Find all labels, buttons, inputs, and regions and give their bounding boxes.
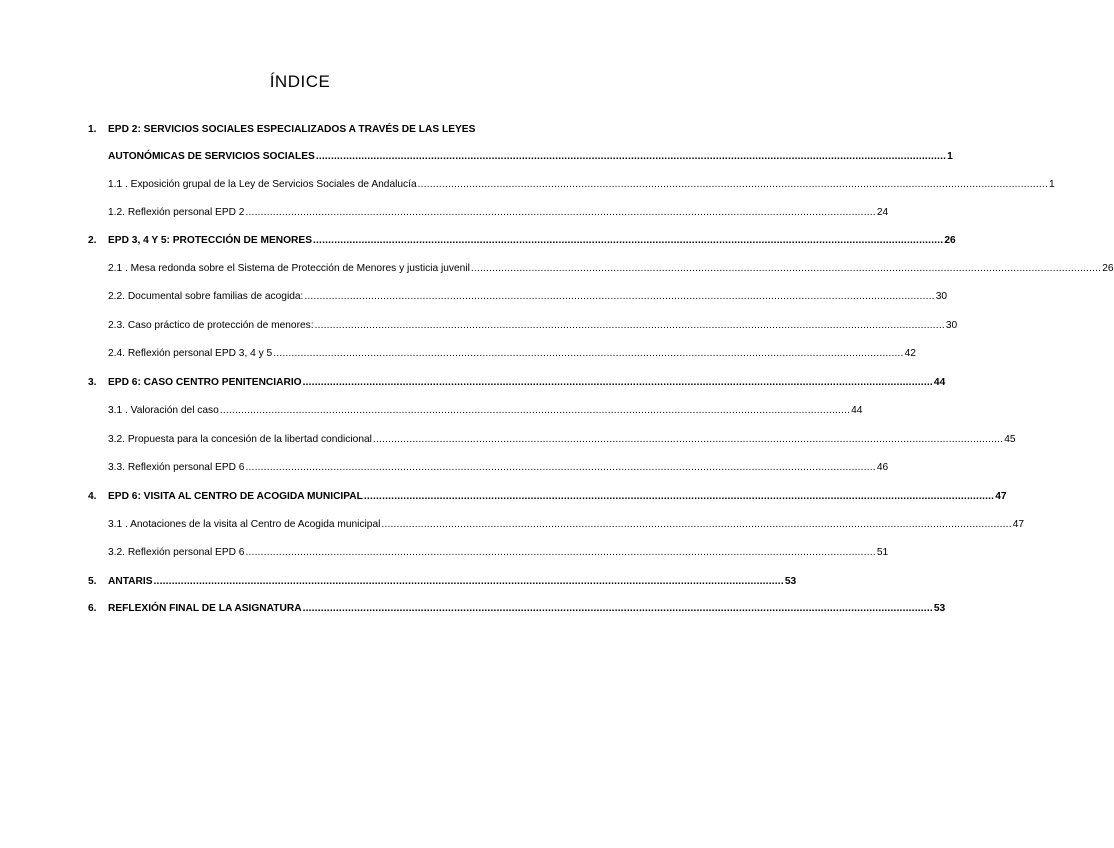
toc-entry-3[interactable] [88, 377, 946, 388]
dot-leader [273, 348, 903, 359]
toc-number: 2. [88, 235, 97, 246]
toc-subentry[interactable] [108, 434, 1016, 445]
toc-subentry[interactable] [108, 348, 916, 359]
toc-page-number: 42 [904, 348, 916, 359]
toc-entry-5[interactable] [88, 576, 797, 587]
dot-leader [381, 519, 1011, 530]
toc-title: 3.1 . Anotaciones de la visita al Centro de Acogida municipal [108, 519, 381, 530]
toc-title: 3.2. Reflexión personal EPD 6 [108, 547, 245, 558]
toc-page-number: 26 [944, 235, 956, 246]
toc-page-number: 53 [784, 576, 797, 587]
toc-number: 1. [88, 124, 97, 135]
toc-title: 3.2. Propuesta para la concesión de la libertad condicional [108, 434, 372, 445]
dot-leader [245, 462, 875, 473]
dot-leader [245, 547, 875, 558]
toc-page-number: 46 [876, 462, 889, 473]
toc-title: 2.2. Documental sobre familias de acogida: [108, 291, 304, 302]
toc-subentry[interactable] [108, 263, 1114, 274]
toc-title: REFLEXIÓN FINAL DE LA ASIGNATURA [108, 603, 302, 614]
dot-leader [313, 235, 943, 246]
toc-page-number: 44 [851, 405, 863, 416]
toc-title: AUTONÓMICAS DE SERVICIOS SOCIALES [108, 151, 315, 162]
toc-page-number: 51 [876, 547, 889, 558]
dot-leader [418, 179, 1048, 190]
toc-title: EPD 2: SERVICIOS SOCIALES ESPECIALIZADOS A TRAVÉS DE LAS LEYES [108, 124, 476, 135]
toc-page-number: 47 [995, 491, 1007, 502]
toc-page-number: 45 [1004, 434, 1016, 445]
toc-subentry[interactable] [108, 291, 948, 302]
toc-title: 2.4. Reflexión personal EPD 3, 4 y 5 [108, 348, 273, 359]
toc-title: 2.3. Caso práctico de protección de menores: [108, 320, 314, 331]
dot-leader [220, 405, 850, 416]
toc-page-number: 30 [945, 320, 958, 331]
toc-entry-4[interactable] [88, 491, 1007, 502]
dot-leader [154, 576, 784, 587]
toc-subentry[interactable] [108, 405, 863, 416]
toc-number: 3. [88, 377, 97, 388]
toc-subentry[interactable] [108, 179, 1055, 190]
toc-page-number: 30 [935, 291, 948, 302]
toc-page-number: 1 [1048, 179, 1055, 190]
dot-leader [304, 291, 934, 302]
dot-leader [364, 491, 994, 502]
toc-subentry[interactable] [108, 320, 958, 331]
toc-title: 3.1 . Valoración del caso [108, 405, 219, 416]
toc-entry-1-continued[interactable] [108, 151, 953, 162]
toc-title: 1.1 . Exposición grupal de la Ley de Servicios Sociales de Andalucía [108, 179, 417, 190]
toc-number: 5. [88, 576, 97, 587]
toc-page-number: 1 [947, 151, 953, 162]
toc-subentry[interactable] [108, 207, 889, 218]
dot-leader [471, 263, 1101, 274]
toc-number: 6. [88, 603, 97, 614]
toc-title: ANTARIS [108, 576, 153, 587]
toc-entry-2[interactable] [88, 235, 956, 246]
dot-leader [315, 320, 945, 331]
toc-title: 1.2. Reflexión personal EPD 2 [108, 207, 245, 218]
dot-leader [316, 151, 946, 162]
toc-subentry[interactable] [108, 547, 889, 558]
page-title: ÍNDICE [269, 72, 331, 91]
dot-leader [303, 603, 933, 614]
toc-page-number: 44 [933, 377, 946, 388]
toc-page-number: 53 [933, 603, 946, 614]
dot-leader [373, 434, 1003, 445]
toc-page-number: 47 [1012, 519, 1025, 530]
toc-title: EPD 6: VISITA AL CENTRO DE ACOGIDA MUNICIPAL [108, 491, 363, 502]
toc-entry-1[interactable] [88, 124, 526, 135]
toc-subentry[interactable] [108, 519, 1025, 530]
toc-title: EPD 6: CASO CENTRO PENITENCIARIO [108, 377, 302, 388]
toc-page-number: 26 [1102, 263, 1114, 274]
toc-title: 3.3. Reflexión personal EPD 6 [108, 462, 245, 473]
toc-page-number: 24 [876, 207, 889, 218]
toc-subentry[interactable] [108, 462, 889, 473]
dot-leader [303, 377, 933, 388]
toc-number: 4. [88, 491, 97, 502]
dot-leader [245, 207, 875, 218]
toc-title: 2.1 . Mesa redonda sobre el Sistema de Protección de Menores y justicia juvenil [108, 263, 470, 274]
toc-title: EPD 3, 4 Y 5: PROTECCIÓN DE MENORES [108, 235, 312, 246]
toc-entry-6[interactable] [88, 603, 946, 614]
